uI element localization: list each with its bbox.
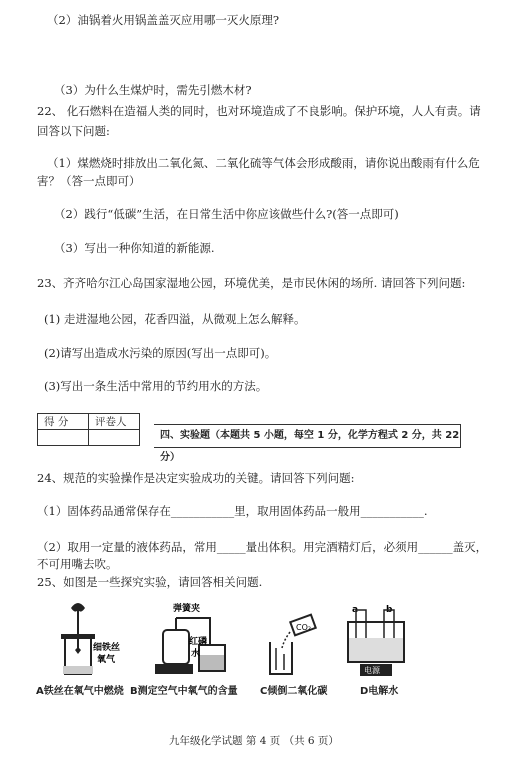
figure-b-label-water: 水 — [191, 649, 201, 659]
q21-part2: （2）油锅着火用锅盖盖灭应用哪一灭火原理? — [47, 13, 279, 27]
grader-header: 评卷人 — [89, 414, 140, 430]
figure-a-label-oxygen: 氧气 — [97, 655, 116, 665]
figure-d-label-a: a — [352, 605, 359, 615]
figure-a-iron-combustion — [55, 600, 125, 680]
q23-part3: (3)写出一条生活中常用的节约用水的方法。 — [44, 379, 268, 393]
q24-part2-line2: 不可用嘴去吹。 — [37, 557, 118, 571]
figure-d-caption: D电解水 — [360, 686, 399, 697]
q21-part3: （3）为什么生煤炉时，需先引燃木材? — [54, 83, 252, 97]
q22-part1-line1: （1）煤燃烧时排放出二氧化氮、二氧化硫等气体会形成酸雨，请你说出酸雨有什么危 — [47, 156, 480, 170]
score-header: 得 分 — [38, 414, 89, 430]
q24-stem: 24、规范的实验操作是决定实验成功的关键。请回答下列问题: — [37, 471, 355, 485]
score-table — [37, 413, 140, 446]
figure-b-label-phosphorus: 红磷 — [189, 637, 208, 647]
figure-c-caption: C倾倒二氧化碳 — [260, 686, 328, 697]
grader-cell — [89, 430, 140, 446]
score-cell — [38, 430, 89, 446]
q23-stem: 23、齐齐哈尔江心岛国家湿地公园，环境优美，是市民休闲的场所. 请回答下列问题: — [37, 276, 466, 290]
q22-stem-line1: 22、 化石燃料在造福人类的同时，也对环境造成了不良影响。保护环境，人人有责。请 — [37, 104, 481, 118]
section-4-heading: 四、实验题（本题共 5 小题，每空 1 分，化学方程式 2 分，共 22 分） — [154, 424, 461, 448]
figure-c-co2-pouring — [262, 600, 332, 680]
page-footer: 九年级化学试题 第 4 页 （共 6 页） — [169, 735, 339, 747]
figure-a-caption: A铁丝在氧气中燃烧 — [36, 686, 124, 697]
q22-part1-line2: 害？（答一点即可） — [37, 174, 141, 188]
q23-part1: (1) 走进湿地公园，花香四溢，从微观上怎么解释。 — [44, 312, 306, 326]
figure-d-label-power: 电源 — [364, 666, 380, 675]
figure-b-label-clamp: 弹簧夹 — [173, 604, 201, 614]
q24-part1: （1）固体药品通常保存在___________里，取用固体药品一般用___________. — [37, 504, 428, 518]
figure-d-electrolysis — [342, 600, 412, 680]
q22-part3: （3）写出一种你知道的新能源. — [54, 241, 215, 255]
figure-c-label-co2: CO₂ — [296, 623, 312, 632]
q22-part2: （2）践行“低碳”生活，在日常生活中你应该做些什么?(答一点即可) — [54, 207, 399, 221]
q22-stem-line2: 回答以下问题: — [37, 124, 110, 138]
figure-a-label-wire: 细铁丝 — [93, 643, 121, 653]
figure-d-label-b: b — [386, 605, 393, 615]
q23-part2: (2)请写出造成水污染的原因(写出一点即可)。 — [44, 346, 277, 360]
figure-b-oxygen-content — [155, 600, 240, 680]
figure-b-caption: B测定空气中氧气的含量 — [130, 686, 238, 697]
q25-stem: 25、如图是一些探究实验，请回答相关问题. — [37, 575, 263, 589]
q24-part2-line1: （2）取用一定量的液体药品，常用_____量出体积。用完酒精灯后，必须用______盖灭， — [37, 540, 488, 554]
